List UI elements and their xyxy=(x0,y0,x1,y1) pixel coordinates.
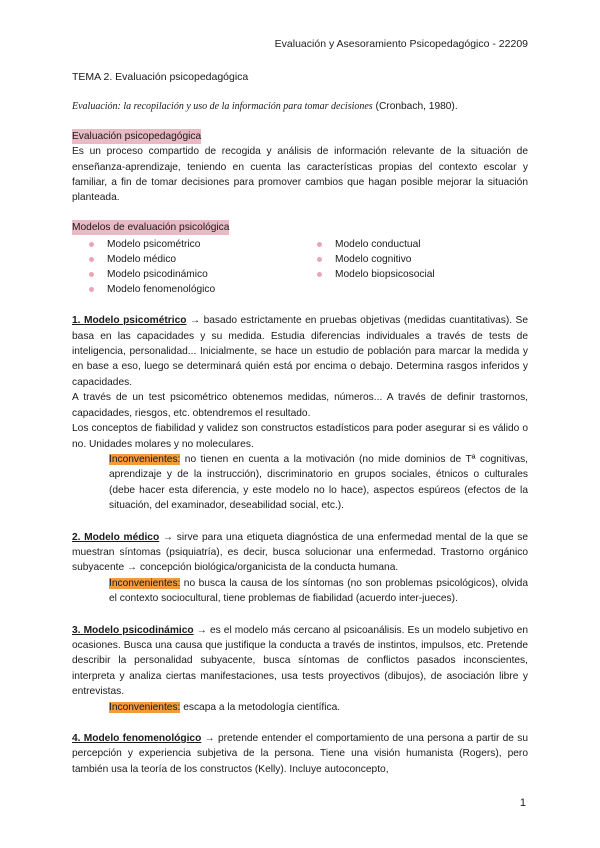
models-column-right xyxy=(300,237,528,297)
model1-heading: 1. Modelo psicométrico xyxy=(72,315,187,327)
models-list xyxy=(72,237,528,297)
list-item: Modelo conductual xyxy=(300,237,528,252)
bullet-icon xyxy=(89,257,94,262)
model1-paragraph: 1. Modelo psicométrico → basado estrictamente en pruebas objetivas (medidas cuantitativas). Se basa en las capacidades y su medida. Estudia diferencias individuales a través de tests de inteligencia, personalidad... Inicialmente, se hace un estudio de población para marcar la medida y en base a eso, luego se determinará quién está por encima o debajo. Determina rasgos inferidos y capacidades. xyxy=(72,315,528,388)
model3-paragraph: 3. Modelo psicodinámico → es el modelo más cercano al psicoanálisis. Es un modelo subjetivo en ocasiones. Busca una causa que justifique la conducta a través de instintos, impulsos, etc. Pretende describir la personalidad subyacente, busca síntomas de conflictos pasados inconscientes, interpreta y analiza ciertas manifestaciones, usa tests proyectivos (dibujos), de asociación libre y entrevistas. xyxy=(72,624,529,698)
model3-drawbacks: Inconvenientes: escapa a la metodología científica. xyxy=(109,701,341,713)
bullet-icon xyxy=(89,287,94,292)
drawbacks-label: Inconvenientes: xyxy=(109,453,181,465)
model1-paragraph-3: Los conceptos de fiabilidad y validez son constructos estadísticos para poder asegurar si es válido o no. Unidades molares y no moleculares. xyxy=(72,423,528,450)
models-heading: Modelos de evaluación psicológica xyxy=(72,220,229,235)
list-item: Modelo psicodinámico xyxy=(72,267,300,282)
page-header: Evaluación y Asesoramiento Psicopedagógico - 22209 xyxy=(274,38,528,50)
bullet-icon xyxy=(89,242,94,247)
quote-italic: Evaluación: la recopilación y uso de la información para tomar decisiones xyxy=(72,101,373,113)
model2-heading: 2. Modelo médico xyxy=(72,531,160,543)
list-item: Modelo cognitivo xyxy=(300,252,528,267)
eval-heading: Evaluación psicopedagógica xyxy=(72,129,201,144)
page-number: 1 xyxy=(519,797,526,809)
quote-source: (Cronbach, 1980). xyxy=(375,101,458,113)
bullet-icon xyxy=(89,272,94,277)
model1-drawbacks: Inconvenientes: no tienen en cuenta a la motivación (no mide dominios de Tª cognitivas, aprendizaje y de la instrucción), discriminatorio en grupos sociales, étnicos o culturales (debe hacer esta diferencia, y este modelo no lo hace), aspectos espúreos (efectos de la situación, del examinador, deseabilidad social, etc.). xyxy=(109,453,528,512)
eval-body: Es un proceso compartido de recogida y análisis de información relevante de la situación de enseñanza-aprendizaje, teniendo en cuenta las características propias del contexto escolar y familiar, a fin de tomar decisiones para promover cambios que hagan posible mejorar la situación planteada. xyxy=(72,146,528,204)
models-column-left xyxy=(72,237,300,297)
list-item: Modelo fenomenológico xyxy=(72,282,300,297)
list-item: Modelo biopsicosocial xyxy=(300,267,528,282)
bullet-icon xyxy=(317,242,322,247)
model2-drawbacks: Inconvenientes: no busca la causa de los síntomas (no son problemas psicológicos), olvida el contexto sociocultural, tiene problemas de fiabilidad (acuerdo inter-jueces). xyxy=(109,577,528,605)
model4-paragraph: 4. Modelo fenomenológico → pretende entender el comportamiento de una persona a partir de su percepción y experiencia subjetiva de la persona. Tiene una visión humanista (Rogers), pero también usa la teoría de los constructos (Kelly). Incluye autoconcepto, xyxy=(72,733,528,775)
bullet-icon xyxy=(317,272,322,277)
page-title: TEMA 2. Evaluación psicopedagógica xyxy=(72,71,249,83)
model4-heading: 4. Modelo fenomenológico xyxy=(72,733,202,744)
model1-paragraph-2: A través de un test psicométrico obtenemos medidas, números... A través de definir trastornos, capacidades, riesgos, etc. obtendremos el resultado. xyxy=(72,392,528,419)
bullet-icon xyxy=(317,257,322,262)
page-content xyxy=(72,70,528,777)
drawbacks-label: Inconvenientes: xyxy=(109,577,181,589)
drawbacks-label: Inconvenientes: xyxy=(109,701,181,713)
model2-paragraph: 2. Modelo médico → sirve para una etiqueta diagnóstica de una enfermedad mental de la que se muestran síntomas (psiquiatría), es decir, busca solucionar una enfermedad. Trastorno orgánico subyacente → concepción biológica/organicista de la conducta humana. xyxy=(72,531,529,574)
model3-heading: 3. Modelo psicodinámico xyxy=(72,624,194,636)
definition-quote xyxy=(72,99,528,114)
list-item: Modelo psicométrico xyxy=(72,237,300,252)
list-item: Modelo médico xyxy=(72,252,300,267)
